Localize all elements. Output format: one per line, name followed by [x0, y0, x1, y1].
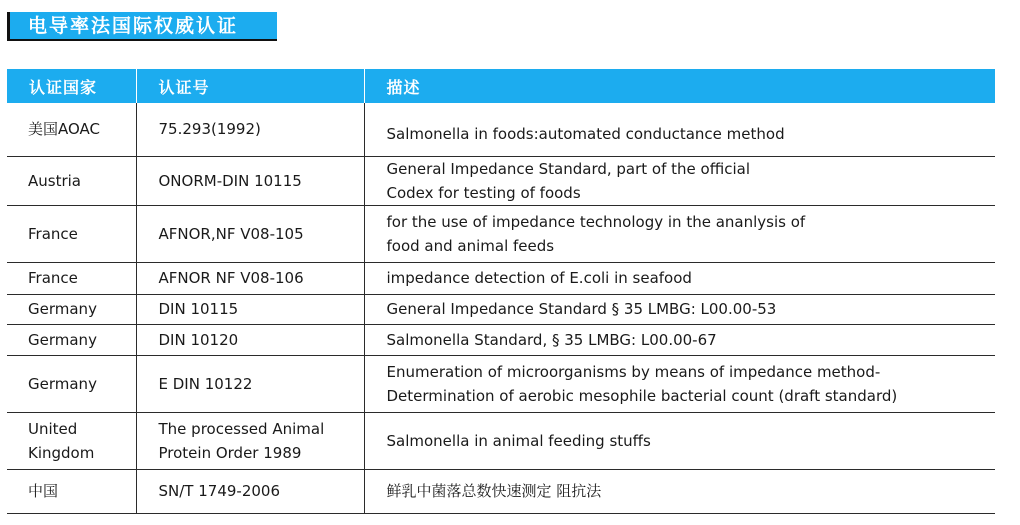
- column-header-description: 描述: [364, 69, 995, 103]
- table-row: [7, 205, 995, 262]
- table-body: [7, 103, 995, 513]
- cell-description: [364, 205, 995, 262]
- column-header-country: 认证国家: [7, 69, 136, 103]
- cell-country: [7, 412, 136, 469]
- table-row: [7, 262, 995, 294]
- table-row: [7, 103, 995, 156]
- cell-description: [364, 324, 995, 355]
- cell-cert-number: [136, 103, 364, 156]
- cell-cert-number-text: DIN 10120: [158, 330, 239, 349]
- cell-description-text: General Impedance Standard § 35 LMBG: L00.00-53: [386, 300, 777, 318]
- cell-cert-number-text: The processed Animal: [158, 419, 325, 438]
- cell-description: [364, 355, 995, 412]
- cell-cert-number-text: E DIN 10122: [158, 374, 253, 393]
- cell-description-text: food and animal feeds: [386, 236, 555, 255]
- cell-cert-number-text: Protein Order 1989: [158, 443, 302, 462]
- cell-description-text: Salmonella in animal feeding stuffs: [386, 431, 651, 450]
- page-title-banner: [7, 12, 277, 41]
- page-title: 电导率法国际权威认证: [28, 15, 239, 37]
- cell-cert-number: [136, 469, 364, 513]
- cell-cert-number: [136, 355, 364, 412]
- cell-country: [7, 262, 136, 294]
- cell-cert-number: [136, 262, 364, 294]
- cell-country-text: Germany: [28, 300, 97, 318]
- cell-description-text: Salmonella Standard, § 35 LMBG: L00.00-67: [386, 330, 717, 349]
- cell-cert-number-text: ONORM-DIN 10115: [158, 171, 302, 190]
- table-row: [7, 355, 995, 412]
- table-row: [7, 156, 995, 205]
- cell-description-text: Determination of aerobic mesophile bacterial count (draft standard): [386, 386, 898, 405]
- cell-cert-number-text: AFNOR,NF V08-105: [158, 224, 304, 243]
- cell-country-text: 美国AOAC: [28, 120, 101, 139]
- cell-description-text: 鲜乳中菌落总数快速测定 阻抗法: [386, 482, 602, 500]
- cell-country-text: Germany: [28, 330, 97, 349]
- cell-description: [364, 262, 995, 294]
- cell-country-text: 中国: [28, 482, 59, 500]
- cell-description-text: General Impedance Standard, part of the official: [386, 159, 751, 178]
- cell-cert-number: [136, 156, 364, 205]
- cell-country-text: Austria: [28, 171, 81, 190]
- cell-description-text: Enumeration of microorganisms by means of impedance method-: [386, 362, 881, 381]
- cell-description-text: Salmonella in foods:automated conductance method: [386, 125, 785, 144]
- cell-description: [364, 156, 995, 205]
- cell-country: [7, 205, 136, 262]
- cell-cert-number-text: DIN 10115: [158, 300, 239, 318]
- cell-description: [364, 294, 995, 324]
- cell-country-text: France: [28, 269, 78, 287]
- cell-country: [7, 156, 136, 205]
- cell-country: [7, 103, 136, 156]
- cell-description-text: for the use of impedance technology in the ananlysis of: [386, 212, 806, 231]
- cell-country-text: France: [28, 224, 78, 243]
- cell-description-text: Codex for testing of foods: [386, 183, 581, 202]
- column-header-cert-number: 认证号: [136, 69, 364, 103]
- cell-country: [7, 294, 136, 324]
- cell-country-text: Kingdom: [28, 443, 95, 462]
- cell-description: [364, 469, 995, 513]
- cell-description: [364, 412, 995, 469]
- certification-table: [7, 69, 995, 514]
- table-row: [7, 412, 995, 469]
- cell-country: [7, 324, 136, 355]
- table-row: [7, 469, 995, 513]
- cell-country-text: United: [28, 419, 78, 438]
- cell-cert-number-text: 75.293(1992): [158, 120, 261, 139]
- table-row: [7, 324, 995, 355]
- table-header-row: [7, 69, 995, 103]
- cell-country: [7, 469, 136, 513]
- cell-country-text: Germany: [28, 374, 97, 393]
- cell-cert-number-text: SN/T 1749-2006: [158, 482, 280, 500]
- cell-cert-number-text: AFNOR NF V08-106: [158, 269, 304, 287]
- table-row: [7, 294, 995, 324]
- cell-cert-number: [136, 412, 364, 469]
- cell-country: [7, 355, 136, 412]
- cell-description: [364, 103, 995, 156]
- cell-cert-number: [136, 205, 364, 262]
- cell-cert-number: [136, 324, 364, 355]
- cell-cert-number: [136, 294, 364, 324]
- cell-description-text: impedance detection of E.coli in seafood: [386, 269, 692, 287]
